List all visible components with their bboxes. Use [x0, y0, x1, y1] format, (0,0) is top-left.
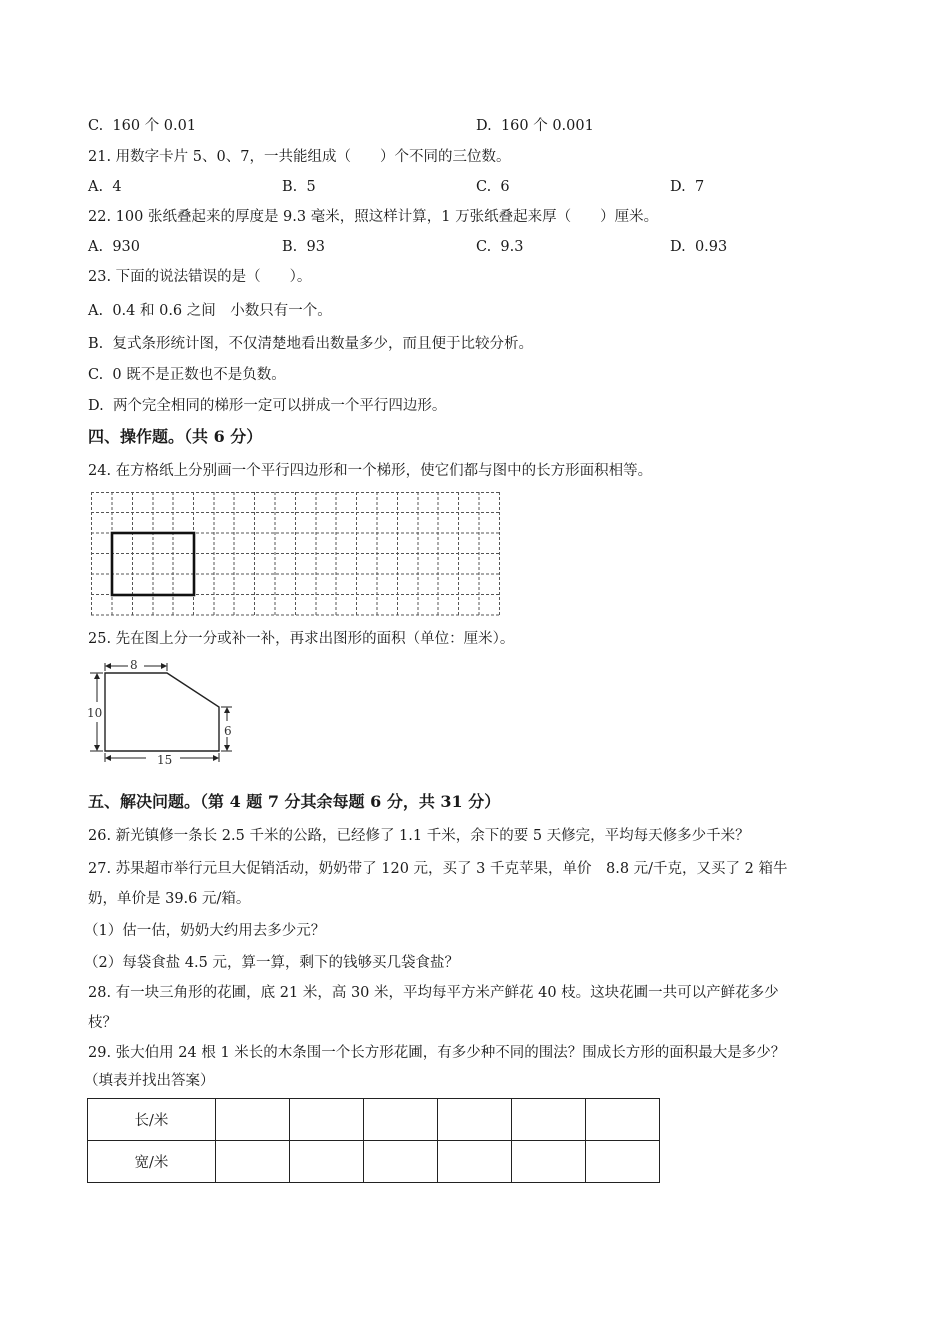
q29-stem-line2: （填表并找出答案）	[84, 1073, 215, 1089]
answer-cell[interactable]	[216, 1099, 290, 1141]
option-letter: B.	[282, 179, 298, 195]
dim-label-top: 8	[130, 658, 138, 672]
option-text: 930	[112, 239, 140, 255]
q21-stem: 21. 用数字卡片 5、0、7，一共能组成（ ）个不同的三位数。	[88, 149, 511, 165]
answer-cell[interactable]	[512, 1141, 586, 1183]
dim-label-right: 6	[224, 724, 232, 738]
q29-answer-table	[87, 1098, 660, 1183]
q25-stem: 25. 先在图上分一分或补一补，再求出图形的面积（单位：厘米）。	[88, 631, 515, 647]
answer-cell[interactable]	[364, 1141, 438, 1183]
answer-cell[interactable]	[364, 1099, 438, 1141]
option-text: 9.3	[500, 239, 524, 255]
q21-option-a	[88, 178, 122, 196]
dim-label-bottom: 15	[157, 753, 173, 767]
option-text: 0.93	[694, 239, 728, 255]
answer-cell[interactable]	[438, 1099, 512, 1141]
q28-stem-line2: 枝？	[88, 1015, 117, 1031]
q27-sub-2: （2）每袋食盐 4.5 元，算一算，剩下的钱够买几袋食盐？	[84, 955, 460, 971]
option-text: 5	[306, 179, 316, 195]
option-text: 6	[500, 179, 510, 195]
option-letter: D.	[88, 398, 104, 414]
option-text: 93	[306, 239, 325, 255]
option-text: 7	[694, 179, 705, 195]
q20-option-c	[88, 117, 196, 135]
q27-sub-1: （1）估一估，奶奶大约用去多少元？	[84, 923, 326, 939]
option-letter: A.	[88, 179, 104, 195]
q21-option-c	[476, 178, 510, 196]
q23-stem: 23. 下面的说法错误的是（ ）。	[88, 269, 312, 285]
row-label: 长/米	[88, 1099, 216, 1141]
q22-option-c	[476, 238, 523, 256]
q24-grid-figure	[91, 492, 501, 616]
option-letter: D.	[670, 179, 686, 195]
q27-stem-line1: 27. 苏果超市举行元旦大促销活动，奶奶带了 120 元，买了 3 千克苹果，单价 8.8 元/千克，又买了 2 箱牛	[88, 861, 788, 877]
option-text: 160 个 0.01	[112, 118, 197, 134]
option-letter: D.	[476, 118, 492, 134]
q22-option-b	[282, 238, 325, 256]
answer-cell[interactable]	[512, 1099, 586, 1141]
option-letter: B.	[282, 239, 298, 255]
answer-cell[interactable]	[586, 1099, 660, 1141]
q21-option-d	[670, 178, 704, 196]
q23-option-d	[88, 397, 446, 415]
option-text: 4	[112, 179, 122, 195]
q22-stem: 22. 100 张纸叠起来的厚度是 9.3 毫米，照这样计算，1 万张纸叠起来厚（ ）厘米。	[88, 209, 659, 225]
option-letter: B.	[88, 336, 104, 352]
option-text: 0 既不是正数也不是负数。	[112, 367, 286, 383]
q23-option-a	[88, 302, 332, 320]
q23-option-b	[88, 335, 533, 353]
answer-cell[interactable]	[586, 1141, 660, 1183]
q26-stem: 26. 新光镇修一条长 2.5 千米的公路，已经修了 1.1 千米，余下的要 5 天修完，平均每天修多少千米？	[88, 828, 750, 844]
option-letter: C.	[88, 367, 104, 383]
pentagon-shape	[105, 673, 219, 751]
option-letter: C.	[476, 239, 492, 255]
row-label: 宽/米	[88, 1141, 216, 1183]
option-text: 160 个 0.001	[500, 118, 594, 134]
option-text: 两个完全相同的梯形一定可以拼成一个平行四边形。	[112, 398, 447, 414]
answer-cell[interactable]	[290, 1141, 364, 1183]
dashed-grid	[91, 492, 500, 615]
q29-stem-line1: 29. 张大伯用 24 根 1 米长的木条围一个长方形花圃，有多少种不同的围法？围成长方形的面积最大是多少？	[88, 1045, 786, 1061]
q27-stem-line2: 奶，单价是 39.6 元/箱。	[88, 891, 251, 907]
q24-stem: 24. 在方格纸上分别画一个平行四边形和一个梯形，使它们都与图中的长方形面积相等。	[88, 463, 653, 479]
option-letter: C.	[88, 118, 104, 134]
table-row-length	[88, 1099, 660, 1141]
q20-option-d	[476, 117, 594, 135]
option-letter: A.	[88, 303, 104, 319]
answer-cell[interactable]	[216, 1141, 290, 1183]
answer-cell[interactable]	[438, 1141, 512, 1183]
option-letter: C.	[476, 179, 492, 195]
dim-label-left: 10	[87, 706, 103, 720]
q22-option-d	[670, 238, 727, 256]
option-letter: A.	[88, 239, 104, 255]
q28-stem-line1: 28. 有一块三角形的花圃，底 21 米，高 30 米，平均每平方米产鲜花 40 枝。这块花圃一共可以产鲜花多少	[88, 985, 779, 1001]
q22-option-a	[88, 238, 140, 256]
option-text: 0.4 和 0.6 之间 小数只有一个。	[112, 303, 332, 319]
answer-cell[interactable]	[290, 1099, 364, 1141]
option-letter: D.	[670, 239, 686, 255]
section-4-heading: 四、操作题。（共 6 分）	[88, 427, 263, 446]
table-row-width	[88, 1141, 660, 1183]
option-text: 复式条形统计图，不仅清楚地看出数量多少，而且便于比较分析。	[112, 336, 533, 352]
section-5-heading: 五、解决问题。（第 4 题 7 分其余每题 6 分，共 31 分）	[88, 792, 501, 811]
q21-option-b	[282, 178, 316, 196]
q23-option-c	[88, 366, 286, 384]
